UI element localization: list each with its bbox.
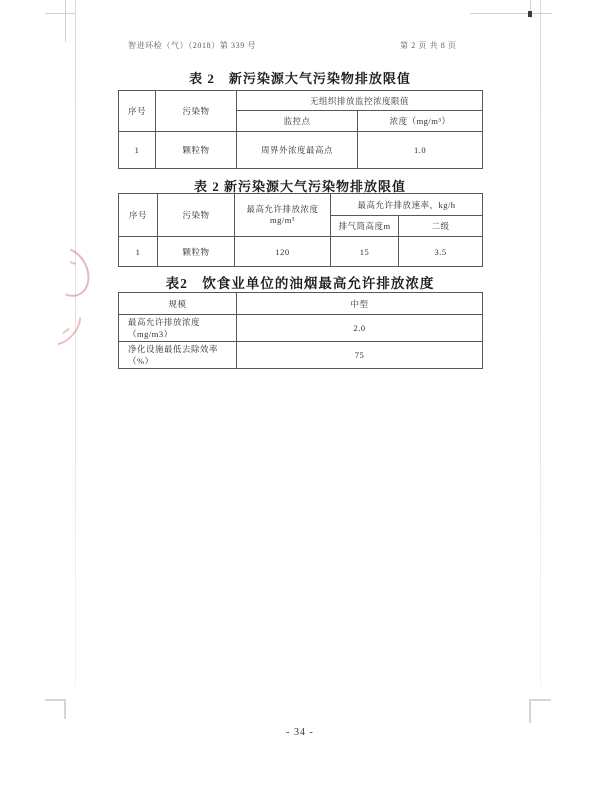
- table2-cell-stack-height: 15: [331, 237, 399, 267]
- table-row: [119, 237, 483, 267]
- table1-header-seq: 序号: [119, 91, 156, 132]
- table2-header-seq: 序号: [119, 194, 158, 237]
- table1-header-pollutant: 污染物: [156, 91, 237, 132]
- table2-title: 表 2 新污染源大气污染物排放限值: [193, 179, 406, 194]
- table2-cell-rate: 3.5: [399, 237, 483, 267]
- paper-left-edge: [75, 0, 76, 690]
- table1-title: 表 2 新污染源大气污染物排放限值: [189, 71, 411, 86]
- table2-header-pollutant: 污染物: [158, 194, 235, 237]
- table1-cell-concentration: 1.0: [358, 132, 483, 169]
- table3-header-scale: 规模: [119, 293, 237, 315]
- table3-label-removal-efficiency: 净化设施最低去除效率（%）: [119, 342, 237, 369]
- table2-header-max-concentration-line2: mg/m³: [270, 215, 295, 225]
- paper-right-edge: [540, 0, 541, 690]
- table2-cell-max-concentration: 120: [235, 237, 331, 267]
- table-unorganized-emission-limits: [118, 90, 483, 169]
- table1-header-concentration: 浓度（mg/m³）: [358, 111, 483, 132]
- table3-cell-scale-value: 中型: [237, 293, 483, 315]
- table-row: [119, 342, 483, 369]
- header-document-number: 智进环检（气）（2018）第 339 号: [128, 41, 256, 50]
- table3-cell-max-concentration: 2.0: [237, 315, 483, 342]
- table1-header-group: 无组织排放监控浓度限值: [237, 91, 483, 111]
- table2-header-rate-group: 最高允许排放速率，kg/h: [331, 194, 483, 216]
- table-row: [119, 132, 483, 169]
- table-row: [119, 293, 483, 315]
- table2-cell-seq: 1: [119, 237, 158, 267]
- table1-header-monitor-point: 监控点: [237, 111, 358, 132]
- table-stack-emission-limits: [118, 193, 483, 267]
- table2-header-max-concentration: [235, 194, 331, 237]
- table2-header-stack-height: 排气筒高度m: [331, 216, 399, 237]
- table1-cell-pollutant: 颗粒物: [156, 132, 237, 169]
- table2-header-max-concentration-line1: 最高允许排放浓度: [246, 203, 319, 214]
- table1-cell-seq: 1: [119, 132, 156, 169]
- table3-title: 表2 饮食业单位的油烟最高允许排放浓度: [165, 276, 435, 291]
- table2-header-grade: 二级: [399, 216, 483, 237]
- header-page-indicator: 第 2 页 共 8 页: [400, 41, 457, 50]
- table3-cell-removal-efficiency: 75: [237, 342, 483, 369]
- table-cooking-fume-limits: [118, 292, 483, 369]
- footer-page-number: - 34 -: [286, 727, 314, 738]
- table1-cell-monitor-point: 周界外浓度最高点: [237, 132, 358, 169]
- table-row: [119, 315, 483, 342]
- table3-label-max-concentration: 最高允许排放浓度（mg/m3）: [119, 315, 237, 342]
- table2-cell-pollutant: 颗粒物: [158, 237, 235, 267]
